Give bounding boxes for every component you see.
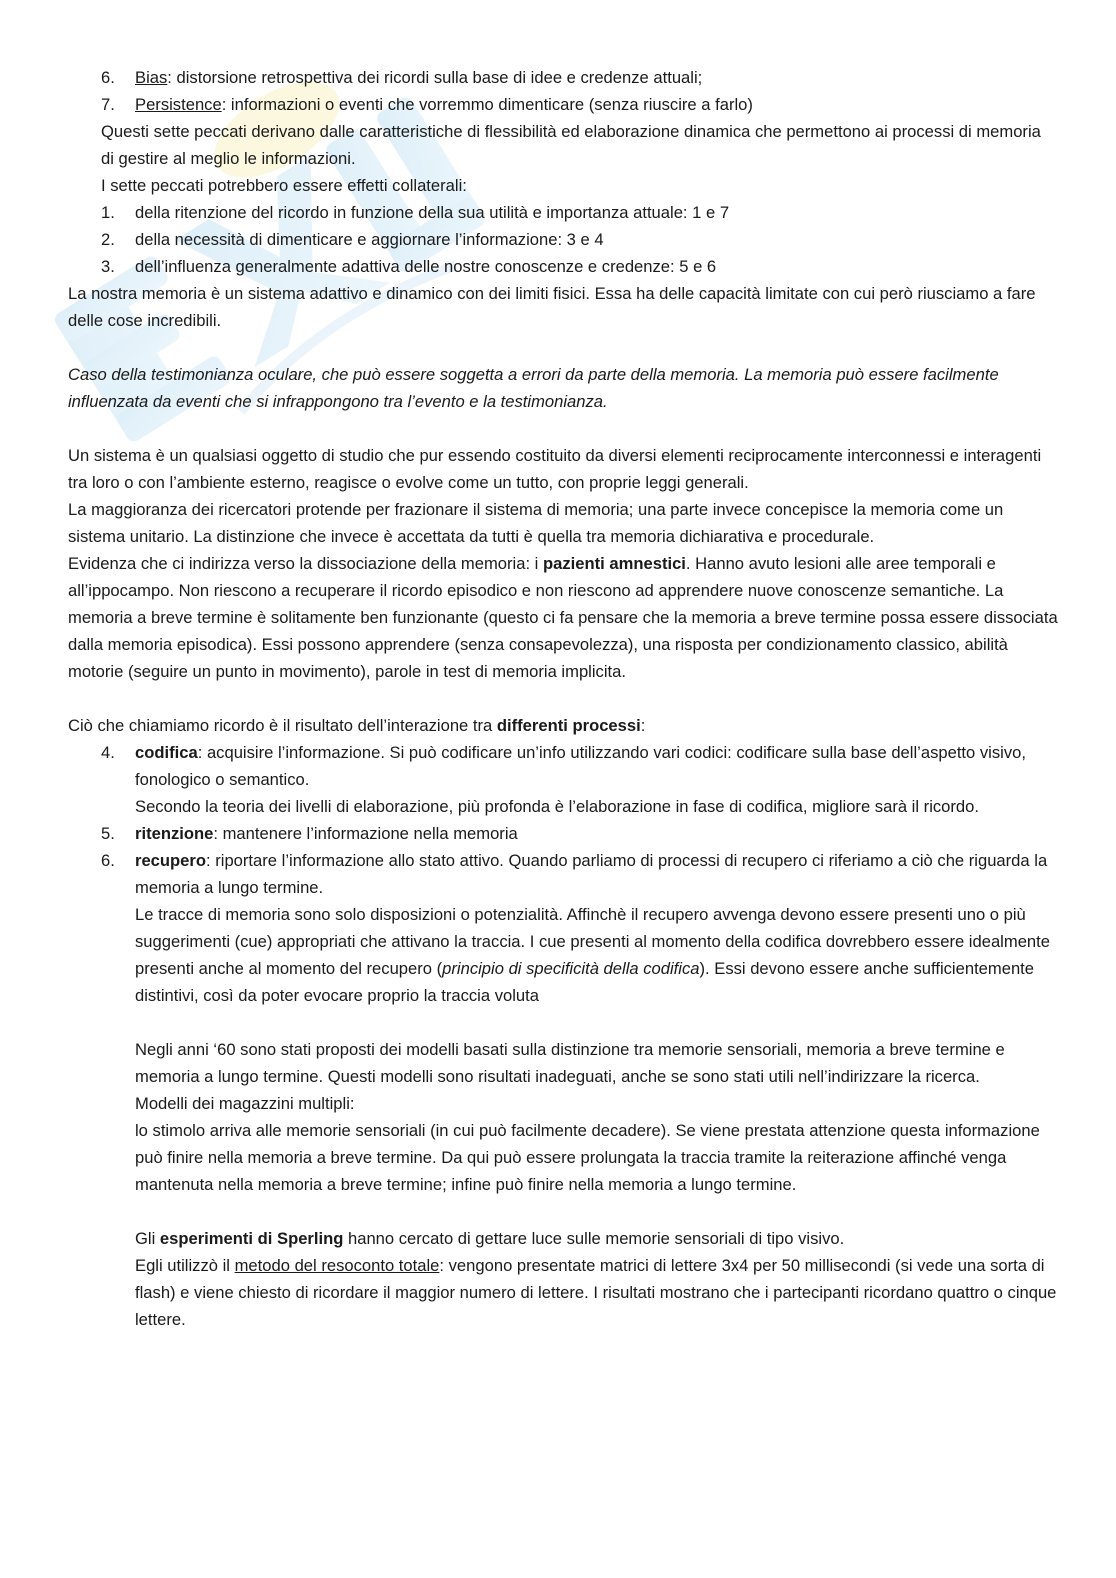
- document-body: [68, 64, 1058, 1333]
- multi-store-title: Modelli dei magazzini multipli:: [135, 1094, 355, 1113]
- list-item: 7. Persistence: informazioni o eventi che vorremmo dimenticare (senza riuscire a farlo): [101, 95, 753, 114]
- sins-origin-paragraph: Questi sette peccati derivano dalle caratteristiche di flessibilità ed elaborazione dinamica che permettono ai processi di memoria di gestire al meglio le informazioni.: [101, 122, 1041, 168]
- researchers-paragraph: La maggioranza dei ricercatori protende per frazionare il sistema di memoria; una parte invece concepisce la memoria come un sistema unitario. La distinzione che invece è accettata da tutti è quella tra memoria dichiarativa e procedurale.: [68, 500, 1004, 546]
- list-item-recupero: 6. recupero: riportare l’informazione allo stato attivo. Quando parliamo di processi di recupero ci riferiamo a ciò che riguarda la memoria a lungo termine.: [101, 851, 1048, 897]
- term-differenti-processi: differenti processi: [496, 716, 641, 735]
- term-pazienti-amnestici: pazienti amnestici: [542, 554, 686, 573]
- term-persistence: Persistence: [135, 95, 222, 114]
- term-bias: Bias: [135, 68, 168, 87]
- spacer: [68, 415, 1058, 442]
- list-item: 3. dell’influenza generalmente adattiva delle nostre conoscenze e credenze: 5 e 6: [101, 257, 717, 276]
- sixties-models-paragraph: Negli anni ‘60 sono stati proposti dei modelli basati sulla distinzione tra memorie sensoriali, memoria a breve termine e memoria a lungo termine. Questi modelli sono risultati inadeguati, anche se sono stati utili nell’indirizzare la ricerca.: [135, 1040, 1005, 1086]
- eyewitness-paragraph: Caso della testimonianza oculare, che può essere soggetta a errori da parte della memoria. La memoria può essere facilmente influenzata da eventi che si infrappongono tra l’evento e la testimonianza.: [68, 365, 999, 411]
- processes-intro: Ciò che chiamiamo ricordo è il risultato dell’interazione tra differenti processi:: [68, 716, 646, 735]
- spacer: [68, 1198, 1058, 1225]
- spacer: [68, 1009, 1058, 1036]
- sperling-method: Egli utilizzò il metodo del resoconto totale: vengono presentate matrici di lettere 3x4 per 50 millisecondi (si vede una sorta di flash) e viene chiesto di ricordare il maggior numero di lettere. I risultati mostrano che i partecipanti ricordano quattro o cinque lettere.: [135, 1256, 1057, 1329]
- evidence-paragraph: Evidenza che ci indirizza verso la dissociazione della memoria: i pazienti amnestici. Hanno avuto lesioni alle aree temporali e all’ippocampo. Non riescono a recuperare il ricordo episodico e non riescono ad apprendere nuove conoscenze semantiche. La memoria a breve termine è solitamente ben funzionante (questo ci fa pensare che la memoria a breve termine possa essere dissociata dalla memoria episodica). Essi possono apprendere (senza consapevolezza), una risposta per condizionamento classico, abilità motorie (seguire un punto in movimento), parole in test di memoria implicita.: [68, 554, 1058, 681]
- codifica-extra: Secondo la teoria dei livelli di elaborazione, più profonda è l’elaborazione in fase di codifica, migliore sarà il ricordo.: [135, 797, 979, 816]
- term-metodo-resoconto-totale: metodo del resoconto totale: [234, 1256, 440, 1275]
- recupero-extra: Le tracce di memoria sono solo disposizioni o potenzialità. Affinchè il recupero avvenga devono essere presenti uno o più suggerimenti (cue) appropriati che attivano la traccia. I cue presenti al momento della codifica dovrebbero essere idealmente presenti anche al momento del recupero (principio di specificità della codifica). Essi devono essere anche sufficientemente distintivi, così da poter evocare proprio la traccia voluta: [135, 905, 1050, 1005]
- side-effects-intro: I sette peccati potrebbero essere effetti collaterali:: [101, 176, 467, 195]
- spacer: [68, 685, 1058, 712]
- term-esperimenti-sperling: esperimenti di Sperling: [159, 1229, 344, 1248]
- sperling-intro: Gli esperimenti di Sperling hanno cercato di gettare luce sulle memorie sensoriali di tipo visivo.: [135, 1229, 845, 1248]
- spacer: [68, 334, 1058, 361]
- system-definition-paragraph: Un sistema è un qualsiasi oggetto di studio che pur essendo costituito da diversi elementi reciprocamente interconnessi e interagenti tra loro o con l’ambiente esterno, reagisce o evolve come un tutto, con proprie leggi generali.: [68, 446, 1042, 492]
- list-item: 2. della necessità di dimenticare e aggiornare l’informazione: 3 e 4: [101, 230, 604, 249]
- list-item-codifica: 4. codifica: acquisire l’informazione. Si può codificare un’info utilizzando vari codici: codificare sulla base dell’aspetto visivo, fonologico o semantico.: [101, 743, 1026, 789]
- list-item: 1. della ritenzione del ricordo in funzione della sua utilità e importanza attuale: 1 e 7: [101, 203, 730, 222]
- list-item-ritenzione: 5. ritenzione: mantenere l’informazione nella memoria: [101, 824, 518, 843]
- multi-store-paragraph: lo stimolo arriva alle memorie sensoriali (in cui può facilmente decadere). Se viene prestata attenzione questa informazione può finire nella memoria a breve termine. Da qui può essere prolungata la traccia tramite la reiterazione affinché venga mantenuta nella memoria a breve termine; infine può finire nella memoria a lungo termine.: [135, 1121, 1040, 1194]
- list-item: 6. Bias: distorsione retrospettiva dei ricordi sulla base di idee e credenze attuali;: [101, 68, 703, 87]
- memory-adaptive-paragraph: La nostra memoria è un sistema adattivo e dinamico con dei limiti fisici. Essa ha delle capacità limitate con cui però riusciamo a fare delle cose incredibili.: [68, 284, 1036, 330]
